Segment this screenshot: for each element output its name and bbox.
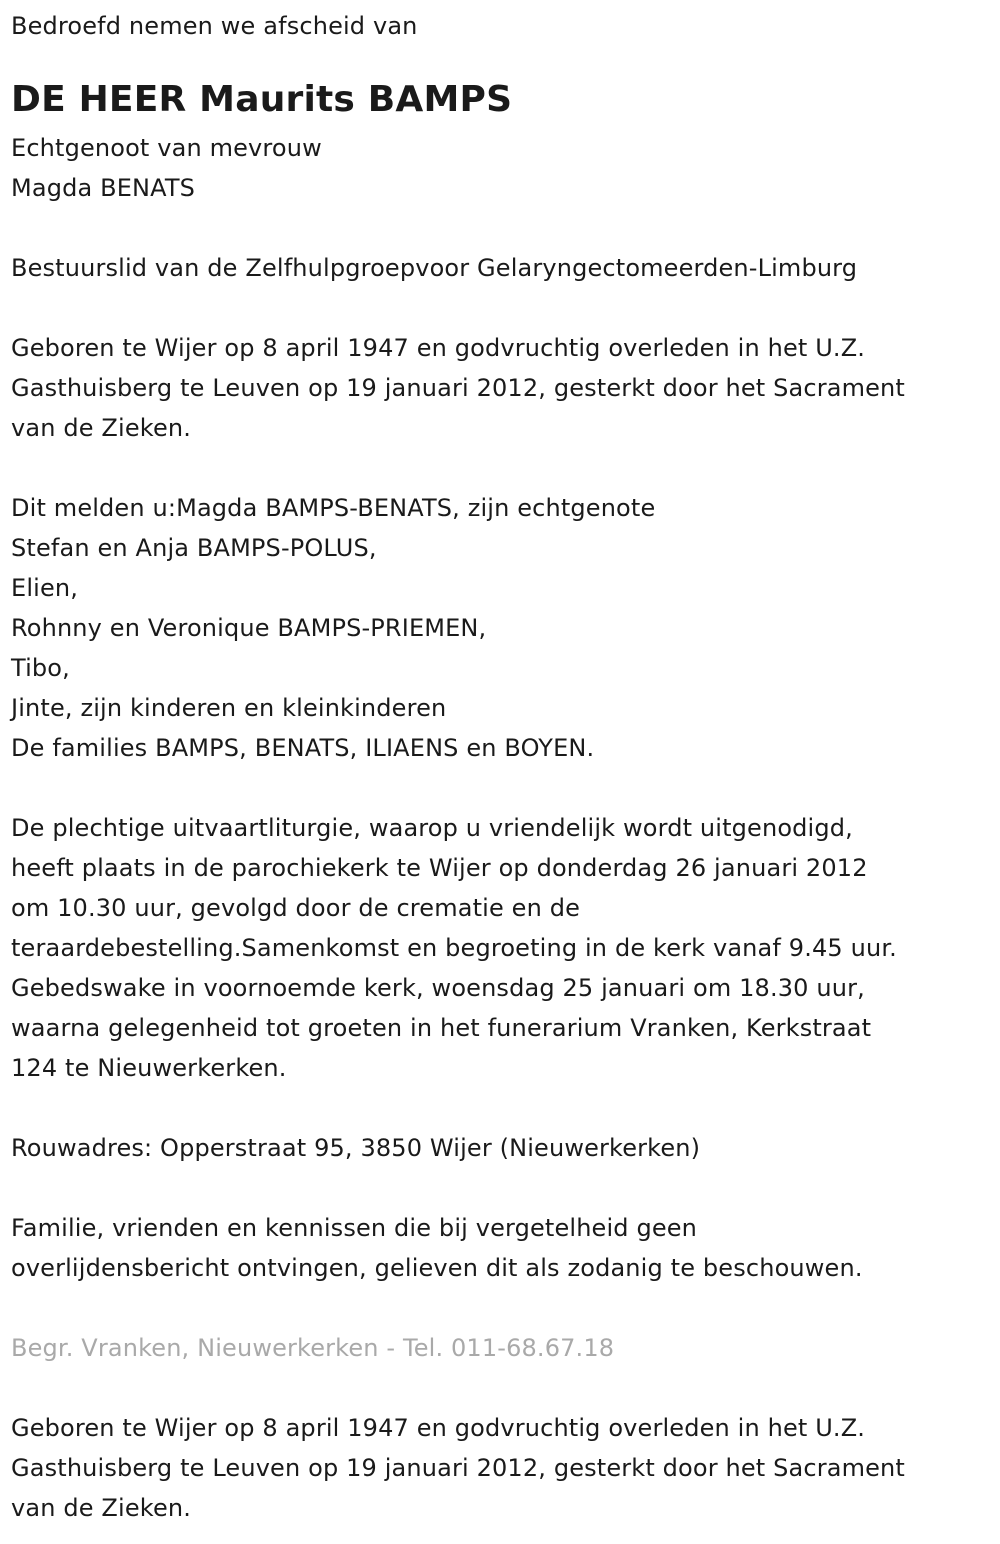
- announcer-line: Tibo,: [11, 654, 70, 682]
- ceremony-line: Gebedswake in voornoemde kerk, woensdag 25 januari om 18.30 uur,: [11, 974, 865, 1002]
- ceremony-section: [11, 808, 990, 1088]
- announcer-line: Jinte, zijn kinderen en kleinkinderen: [11, 694, 447, 722]
- announcer-line: De families BAMPS, BENATS, ILIAENS en BOYEN.: [11, 734, 595, 762]
- birth-death-repeat-section: [11, 1408, 990, 1528]
- announcers-section: [11, 488, 990, 768]
- announcer-line: Dit melden u:Magda BAMPS-BENATS, zijn echtgenote: [11, 494, 656, 522]
- spacer: [11, 1288, 990, 1328]
- ceremony-line: 124 te Nieuwerkerken.: [11, 1054, 287, 1082]
- intro-text: Bedroefd nemen we afscheid van: [11, 12, 418, 40]
- notice-line: Familie, vrienden en kennissen die bij vergetelheid geen: [11, 1214, 698, 1242]
- birth-death-section: [11, 328, 990, 448]
- spacer: [11, 288, 990, 328]
- role-text: Bestuurslid van de Zelfhulpgroepvoor Gelaryngectomeerden-Limburg: [11, 254, 858, 282]
- announcer-line: Elien,: [11, 574, 79, 602]
- announcer-line: Stefan en Anja BAMPS-POLUS,: [11, 534, 377, 562]
- ceremony-line: teraardebestelling.Samenkomst en begroeting in de kerk vanaf 9.45 uur.: [11, 934, 897, 962]
- birth-death-line: Geboren te Wijer op 8 april 1947 en godvruchtig overleden in het U.Z.: [11, 334, 866, 362]
- birth-death-line: Gasthuisberg te Leuven op 19 januari 2012, gesterkt door het Sacrament: [11, 1454, 905, 1482]
- ceremony-line: om 10.30 uur, gevolgd door de crematie en de: [11, 894, 581, 922]
- spouse-line: Echtgenoot van mevrouw: [11, 134, 322, 162]
- mourning-address: Rouwadres: Opperstraat 95, 3850 Wijer (Nieuwerkerken): [11, 1134, 701, 1162]
- birth-death-line: Geboren te Wijer op 8 april 1947 en godvruchtig overleden in het U.Z.: [11, 1414, 866, 1442]
- spouse-section: [11, 128, 990, 208]
- spacer: [11, 768, 990, 808]
- birth-death-line: van de Zieken.: [11, 414, 192, 442]
- spacer: [11, 1168, 990, 1208]
- spacer: [11, 448, 990, 488]
- announcer-line: Rohnny en Veronique BAMPS-PRIEMEN,: [11, 614, 487, 642]
- spacer: [11, 208, 990, 248]
- undertaker-contact: Begr. Vranken, Nieuwerkerken - Tel. 011-68.67.18: [11, 1334, 615, 1362]
- deceased-name: DE HEER Maurits BAMPS: [11, 79, 513, 120]
- birth-death-line: Gasthuisberg te Leuven op 19 januari 2012, gesterkt door het Sacrament: [11, 374, 905, 402]
- birth-death-line: van de Zieken.: [11, 1494, 192, 1522]
- ceremony-line: heeft plaats in de parochiekerk te Wijer op donderdag 26 januari 2012: [11, 854, 868, 882]
- notice-section: [11, 1208, 990, 1288]
- spacer: [11, 1088, 990, 1128]
- spacer: [11, 1368, 990, 1408]
- ceremony-line: De plechtige uitvaartliturgie, waarop u vriendelijk wordt uitgenodigd,: [11, 814, 853, 842]
- spouse-name: Magda BENATS: [11, 174, 196, 202]
- notice-line: overlijdensbericht ontvingen, gelieven dit als zodanig te beschouwen.: [11, 1254, 863, 1282]
- ceremony-line: waarna gelegenheid tot groeten in het funerarium Vranken, Kerkstraat: [11, 1014, 872, 1042]
